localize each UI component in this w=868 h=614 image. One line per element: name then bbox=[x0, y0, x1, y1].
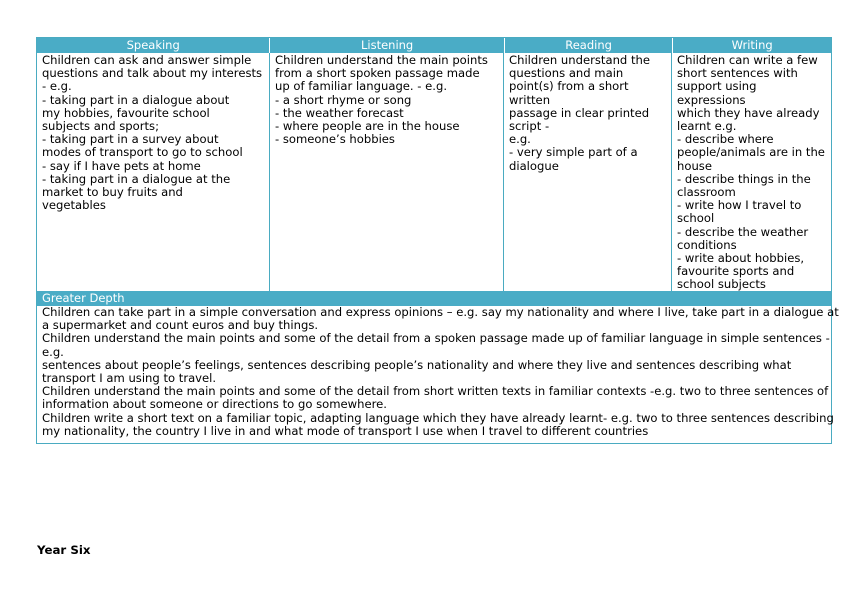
writing-line: - describe the weather bbox=[677, 224, 809, 239]
greater-depth-cell bbox=[37, 305, 839, 443]
listening-line: - the weather forecast bbox=[275, 105, 404, 120]
reading-line: script - bbox=[509, 119, 550, 134]
writing-line: - describe where bbox=[677, 132, 774, 147]
writing-line: classroom bbox=[677, 185, 736, 200]
speaking-line: - e.g. bbox=[42, 79, 72, 94]
listening-cell bbox=[270, 53, 504, 291]
reading-line: - very simple part of a bbox=[509, 145, 638, 160]
listening-line: from a short spoken passage made bbox=[275, 66, 480, 81]
writing-line: house bbox=[677, 158, 712, 173]
speaking-line: questions and talk about my interests bbox=[42, 66, 263, 81]
speaking-cell bbox=[37, 53, 270, 291]
listening-line: Children understand the main points bbox=[275, 53, 488, 67]
header-reading: Reading bbox=[505, 38, 674, 53]
writing-line: school subjects bbox=[677, 277, 766, 292]
writing-line: - write how I travel to bbox=[677, 198, 802, 213]
greater-depth-line: information about someone or directions to go somewhere. bbox=[42, 397, 387, 412]
listening-line: - where people are in the house bbox=[275, 119, 460, 134]
writing-line: people/animals are in the bbox=[677, 145, 825, 160]
writing-line: support using bbox=[677, 79, 757, 94]
greater-depth-line: Children understand the main points and some of the detail from short written texts in familiar contexts -e.g. two to three sentences of bbox=[42, 384, 829, 399]
header-listening: Listening bbox=[270, 38, 504, 53]
writing-line: conditions bbox=[677, 237, 737, 252]
speaking-line: market to buy fruits and bbox=[42, 185, 183, 200]
reading-line: passage in clear printed bbox=[509, 105, 650, 120]
reading-line: questions and main bbox=[509, 66, 624, 81]
listening-line: - someone’s hobbies bbox=[275, 132, 395, 147]
reading-line: written bbox=[509, 92, 551, 107]
writing-line: - describe things in the bbox=[677, 171, 811, 186]
writing-line: learnt e.g. bbox=[677, 119, 737, 134]
listening-line: - a short rhyme or song bbox=[275, 92, 412, 107]
speaking-line: modes of transport to go to school bbox=[42, 145, 243, 160]
reading-cell bbox=[504, 53, 672, 291]
reading-line: dialogue bbox=[509, 158, 559, 173]
greater-depth-line: Children write a short text on a familiar topic, adapting language which they have already learnt- e.g. two to three sentences describing bbox=[42, 410, 834, 425]
reading-line: point(s) from a short bbox=[509, 79, 629, 94]
skills-table bbox=[36, 37, 839, 444]
speaking-line: Children can ask and answer simple bbox=[42, 53, 252, 67]
greater-depth-line: transport I am using to travel. bbox=[42, 371, 217, 386]
writing-line: which they have already bbox=[677, 105, 820, 120]
listening-line: up of familiar language. - e.g. bbox=[275, 79, 448, 94]
speaking-line: vegetables bbox=[42, 198, 106, 213]
speaking-line: - taking part in a survey about bbox=[42, 132, 219, 147]
reading-line: Children understand the bbox=[509, 53, 650, 67]
table-body-row bbox=[37, 53, 831, 291]
speaking-line: - say if I have pets at home bbox=[42, 158, 201, 173]
greater-depth-line: Children understand the main points and some of the detail from a spoken passage made up of familiar language in simple sentences - bbox=[42, 331, 830, 346]
header-writing: Writing bbox=[731, 38, 773, 52]
writing-line: short sentences with bbox=[677, 66, 798, 81]
writing-cell bbox=[672, 53, 830, 291]
writing-line: school bbox=[677, 211, 715, 226]
header-speaking: Speaking bbox=[37, 38, 270, 53]
greater-depth-line: sentences about people’s feelings, sentences describing people’s nationality and where they live and sentences describing what bbox=[42, 357, 792, 372]
greater-depth-line: e.g. bbox=[42, 344, 64, 359]
speaking-line: - taking part in a dialogue about bbox=[42, 92, 230, 107]
greater-depth-line: my nationality, the country I live in and what mode of transport I use when I travel to different countries bbox=[42, 423, 649, 438]
greater-depth-line: Children can take part in a simple conversation and express opinions – e.g. say my nationality and where I live, take part in a dialogue at bbox=[42, 305, 839, 319]
writing-line: Children can write a few bbox=[677, 53, 818, 67]
greater-depth-header: Greater Depth bbox=[37, 291, 831, 306]
year-heading: Year Six bbox=[37, 543, 91, 557]
speaking-line: my hobbies, favourite school bbox=[42, 105, 210, 120]
writing-line: - write about hobbies, bbox=[677, 251, 805, 266]
speaking-line: - taking part in a dialogue at the bbox=[42, 171, 231, 186]
greater-depth-line: a supermarket and count euros and buy things. bbox=[42, 318, 319, 333]
writing-line: expressions bbox=[677, 92, 746, 107]
speaking-line: subjects and sports; bbox=[42, 119, 159, 134]
reading-line: e.g. bbox=[509, 132, 531, 147]
table-header-row bbox=[37, 38, 831, 53]
writing-line: favourite sports and bbox=[677, 264, 795, 279]
